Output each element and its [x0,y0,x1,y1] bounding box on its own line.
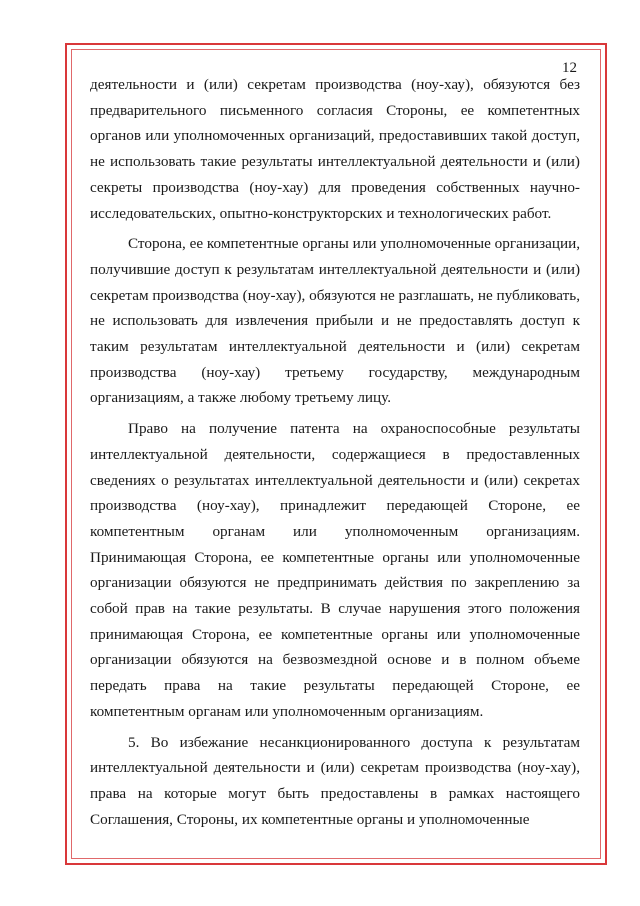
paragraph-nondisclosure: Сторона, ее компетентные органы или уполномоченные организации, получившие доступ к результатам интеллектуальной деятельности и (или) секретам производства (ноу-хау), обязуются не разглашать, не публиковать, не использовать для извлечения прибыли и не предоставлять доступ к таким результатам интеллектуальной деятельности и (или) секретам производства (ноу-хау) третьему государству, международным организациям, а также любому третьему лицу. [90,235,580,407]
page-number: 12 [562,60,577,76]
paragraph-continuation: деятельности и (или) секретам производства (ноу-хау), обязуются без предварительного письменного согласия Стороны, ее компетентных органов или уполномоченных организаций, предоставивших такой доступ, не использовать такие результаты интеллектуальной деятельности и (или) секреты производства (ноу-хау) для проведения собственных научно-исследовательских, опытно-конструкторских и технологических работ. [90,76,580,222]
paragraph-patent-rights: Право на получение патента на охраноспособные результаты интеллектуальной деятельности, содержащиеся в предоставленных сведениях о результатах интеллектуальной деятельности и (или) секретах производства (ноу-хау), принадлежит передающей Стороне, ее компетентным органам или уполномоченным организациям. Принимающая Сторона, ее компетентные органы или уполномоченные организации обязуются не предпринимать действия по закреплению за собой прав на такие результаты. В случае нарушения этого положения принимающая Сторона, ее компетентные органы или уполномоченные организации обязуются на безвозмездной основе и в полном объеме передать права на такие результаты передающей Стороне, ее компетентным органам или уполномоченным организациям. [90,420,580,720]
paragraph-clause-5: 5. Во избежание несанкционированного доступа к результатам интеллектуальной деятельности и (или) секретам производства (ноу-хау), права на которые могут быть предоставлены в рамках настоящего Соглашения, Стороны, их компетентные органы и уполномоченные [90,733,580,828]
document-body [90,72,580,832]
